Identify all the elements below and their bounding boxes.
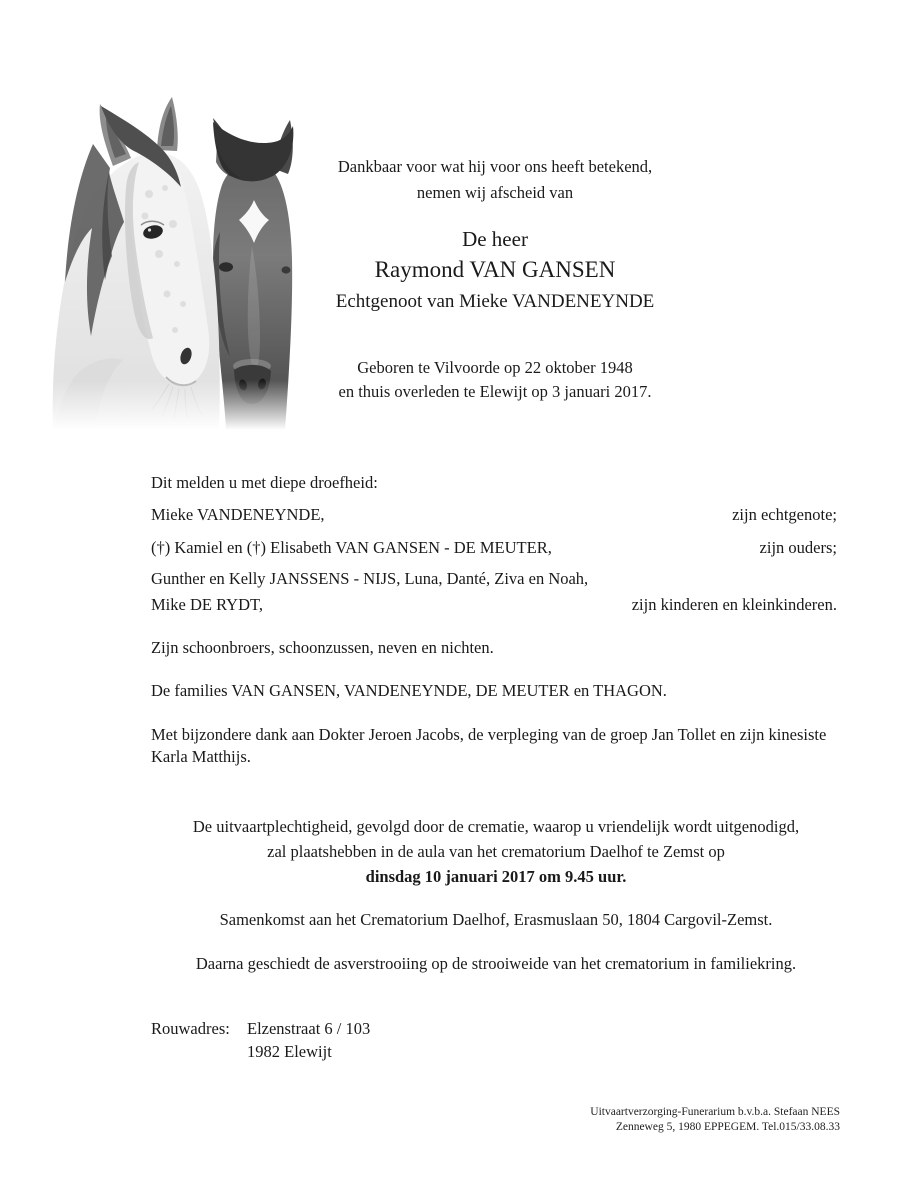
ceremony-line-1: De uitvaartplechtigheid, gevolgd door de crematie, waarop u vriendelijk wordt uitgenodigd, [192, 817, 800, 836]
deceased-salutation: De heer [462, 227, 528, 251]
deceased-name: Raymond VAN GANSEN [374, 257, 616, 282]
mourning-address-block [151, 1017, 370, 1063]
ceremony-datetime: dinsdag 10 januari 2017 om 9.45 uur. [365, 867, 627, 886]
families-line: De families VAN GANSEN, VANDENEYNDE, DE MEUTER en THAGON. [151, 681, 667, 700]
birth-line: Geboren te Vilvoorde op 22 oktober 1948 [357, 358, 633, 377]
relative-relation: zijn kinderen en kleinkinderen. [631, 595, 837, 614]
thanks-line: Met bijzondere dank aan Dokter Jeroen Jacobs, de verpleging van de groep Jan Tollet en zijn kinesiste Karla Matthijs. [151, 725, 827, 766]
life-dates [185, 356, 805, 404]
funeral-home-line1: Uitvaartverzorging-Funerarium b.v.b.a. Stefaan NEES [590, 1106, 840, 1118]
relative-name: Mike DE RYDT, [151, 595, 263, 614]
announcement-intro: Dit melden u met diepe droefheid: [151, 473, 378, 492]
header-block [185, 154, 805, 404]
relative-name: (†) Kamiel en (†) Elisabeth VAN GANSEN - DE MEUTER, [151, 538, 552, 557]
relative-row [151, 537, 837, 559]
mourning-address-line2: 1982 Elewijt [247, 1042, 332, 1061]
relative-row [151, 504, 837, 526]
mourning-address-label: Rouwadres: [151, 1019, 230, 1038]
ceremony-line-2: zal plaatshebben in de aula van het crematorium Daelhof te Zemst op [267, 842, 725, 861]
relative-name: Gunther en Kelly JANSSENS - NIJS, Luna, Danté, Ziva en Noah, [151, 569, 589, 588]
extended-family-line: Zijn schoonbroers, schoonzussen, neven en nichten. [151, 638, 494, 657]
death-line: en thuis overleden te Elewijt op 3 januari 2017. [338, 382, 652, 401]
spouse-line: Echtgenoot van Mieke VANDENEYNDE [335, 291, 655, 312]
relative-relation: zijn echtgenote; [732, 505, 837, 524]
ceremony-block [120, 814, 872, 976]
meeting-line: Samenkomst aan het Crematorium Daelhof, Erasmuslaan 50, 1804 Cargovil-Zemst. [219, 910, 773, 929]
mourning-address-line1: Elzenstraat 6 / 103 [247, 1019, 371, 1038]
funeral-home-line2: Zenneweg 5, 1980 EPPEGEM. Tel.015/33.08.33 [615, 1120, 840, 1133]
funeral-home-credit [590, 1105, 840, 1134]
announcement-block [151, 472, 837, 768]
relative-row [151, 568, 837, 590]
relative-name: Mieke VANDENEYNDE, [151, 505, 325, 524]
intro-line-2: nemen wij afscheid van [416, 183, 574, 202]
mourning-address-value [247, 1017, 370, 1063]
relative-row [151, 594, 837, 616]
scattering-line: Daarna geschiedt de asverstrooiing op de strooiweide van het crematorium in familiekring. [195, 954, 797, 973]
relative-relation: zijn ouders; [759, 538, 837, 557]
intro-line-1: Dankbaar voor wat hij voor ons heeft betekend, [337, 157, 653, 176]
